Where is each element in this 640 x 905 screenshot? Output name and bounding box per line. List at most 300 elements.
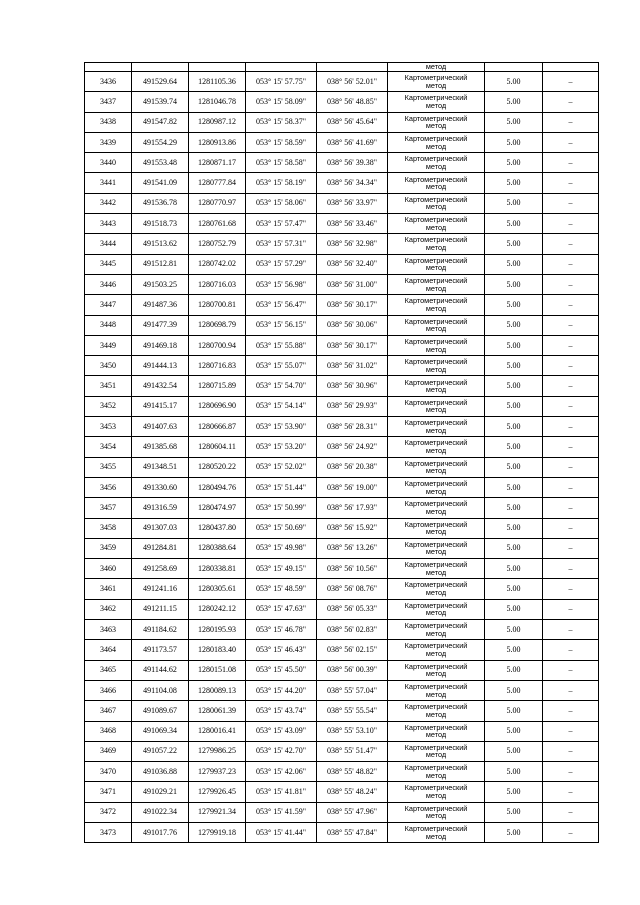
method-line-1: Картометрический — [404, 661, 468, 671]
cell-method — [388, 315, 485, 335]
cell-method — [388, 274, 485, 294]
method-line-2: метод — [425, 669, 447, 679]
cell-x: 491432.54 — [132, 376, 189, 396]
cell-point-number: 3472 — [85, 802, 132, 822]
table-row — [85, 437, 599, 457]
cell-x: 491184.62 — [132, 620, 189, 640]
cell-accuracy: 5.00 — [485, 132, 543, 152]
cell-x: 491057.22 — [132, 741, 189, 761]
method-line-1: Картометрический — [404, 742, 468, 752]
table-row — [85, 335, 599, 355]
cell-method — [388, 822, 485, 842]
cell-latitude: 053° 15' 50.69" — [246, 518, 317, 538]
method-line-2: метод — [425, 364, 447, 374]
cell-latitude: 053° 15' 41.81" — [246, 782, 317, 802]
table-row — [85, 680, 599, 700]
cell-latitude: 053° 15' 49.15" — [246, 559, 317, 579]
cell-dash: – — [543, 112, 599, 132]
table-row — [85, 417, 599, 437]
cell-x: 491017.76 — [132, 822, 189, 842]
cell-longitude: 038° 55' 51.47" — [317, 741, 388, 761]
table-row — [85, 457, 599, 477]
method-line-1: Картометрический — [404, 702, 468, 712]
table-row — [85, 295, 599, 315]
cell-method — [388, 295, 485, 315]
cell-x: 491029.21 — [132, 782, 189, 802]
cell-method — [388, 559, 485, 579]
cell-dash: – — [543, 477, 599, 497]
method-line-2: метод — [425, 425, 447, 435]
cell-longitude: 038° 56' 08.76" — [317, 579, 388, 599]
cell-longitude: 038° 56' 28.31" — [317, 417, 388, 437]
cell-dash: – — [543, 274, 599, 294]
cell-y: 1280016.41 — [189, 721, 246, 741]
cell-method — [388, 457, 485, 477]
cell-dash: – — [543, 376, 599, 396]
method-line-1: Картометрический — [404, 154, 468, 164]
cell-longitude: 038° 56' 10.56" — [317, 559, 388, 579]
cell-latitude: 053° 15' 44.20" — [246, 680, 317, 700]
cell-accuracy: 5.00 — [485, 538, 543, 558]
cell-dash: – — [543, 234, 599, 254]
table-row — [85, 538, 599, 558]
cell-dash: – — [543, 335, 599, 355]
cell-latitude: 053° 15' 54.70" — [246, 376, 317, 396]
method-line-1: Картометрический — [404, 73, 468, 83]
cell-dash: – — [543, 721, 599, 741]
cell-dash: – — [543, 193, 599, 213]
cell-point-number: 3453 — [85, 417, 132, 437]
method-line-2: метод — [425, 202, 447, 212]
cell-y: 1280752.79 — [189, 234, 246, 254]
cell-latitude: 053° 15' 50.99" — [246, 498, 317, 518]
cell-point-number: 3454 — [85, 437, 132, 457]
cell-x: 491541.09 — [132, 173, 189, 193]
cell-longitude: 038° 56' 45.64" — [317, 112, 388, 132]
cell-accuracy: 5.00 — [485, 234, 543, 254]
cell-longitude: 038° 56' 52.01" — [317, 72, 388, 92]
method-line-2: метод — [425, 608, 447, 618]
table-row — [85, 112, 599, 132]
method-line-2: метод — [425, 547, 447, 557]
table-row — [85, 802, 599, 822]
cell-x: 491444.13 — [132, 356, 189, 376]
table-row — [85, 660, 599, 680]
cell-x: 491407.63 — [132, 417, 189, 437]
table-row — [85, 599, 599, 619]
method-line-1: Картометрический — [404, 519, 468, 529]
cell-longitude: 038° 56' 17.93" — [317, 498, 388, 518]
cell-dash: – — [543, 356, 599, 376]
table-row — [85, 701, 599, 721]
cell-point-number: 3445 — [85, 254, 132, 274]
cell-longitude: 038° 55' 48.82" — [317, 762, 388, 782]
method-line-1: Картометрический — [404, 580, 468, 590]
method-line-2: метод — [425, 648, 447, 658]
cell-point-number: 3460 — [85, 559, 132, 579]
method-line-2: метод — [425, 588, 447, 598]
cell-y: 1280716.83 — [189, 356, 246, 376]
method-line-1: Картометрический — [404, 458, 468, 468]
table-row — [85, 274, 599, 294]
cell-accuracy: 5.00 — [485, 335, 543, 355]
cell-y: 1280520.22 — [189, 457, 246, 477]
method-line-1: Картометрический — [404, 215, 468, 225]
cell-y: 1280987.12 — [189, 112, 246, 132]
cell-latitude: 053° 15' 43.09" — [246, 721, 317, 741]
cell-x: 491518.73 — [132, 214, 189, 234]
cell-x: 491512.81 — [132, 254, 189, 274]
cell-x: 491330.60 — [132, 477, 189, 497]
method-line-1: Картометрический — [404, 194, 468, 204]
cell-x: 491036.88 — [132, 762, 189, 782]
cell-method — [388, 356, 485, 376]
cell-accuracy: 5.00 — [485, 599, 543, 619]
cell-x: 491385.68 — [132, 437, 189, 457]
cell-method — [388, 660, 485, 680]
cell-x: 491307.03 — [132, 518, 189, 538]
cell-latitude: 053° 15' 41.59" — [246, 802, 317, 822]
table-row — [85, 72, 599, 92]
cell-point-number: 3471 — [85, 782, 132, 802]
table-row — [85, 477, 599, 497]
table-row — [85, 376, 599, 396]
method-line-2: метод — [425, 750, 447, 760]
method-line-2: метод — [425, 263, 447, 273]
cell-accuracy: 5.00 — [485, 356, 543, 376]
cell-point-number: 3456 — [85, 477, 132, 497]
cell-accuracy: 5.00 — [485, 112, 543, 132]
cell-dash: – — [543, 457, 599, 477]
cell-y: 1280761.68 — [189, 214, 246, 234]
cell-longitude: 038° 56' 31.00" — [317, 274, 388, 294]
cell-point-number: 3461 — [85, 579, 132, 599]
cell-x: 491241.16 — [132, 579, 189, 599]
method-line-2: метод — [425, 445, 447, 455]
cell-y: 1280770.97 — [189, 193, 246, 213]
cell-accuracy: 5.00 — [485, 254, 543, 274]
cell-longitude: 038° 56' 00.39" — [317, 660, 388, 680]
cell-point-number: 3462 — [85, 599, 132, 619]
method-line-2: метод — [425, 811, 447, 821]
cell-point-number: 3449 — [85, 335, 132, 355]
cell-latitude: 053° 15' 45.50" — [246, 660, 317, 680]
cell-point-number: 3452 — [85, 396, 132, 416]
cell-dash: – — [543, 599, 599, 619]
table-row — [85, 173, 599, 193]
cell-y: 1280666.87 — [189, 417, 246, 437]
cell-longitude: 038° 56' 20.38" — [317, 457, 388, 477]
cell-accuracy: 5.00 — [485, 214, 543, 234]
cell-empty — [132, 63, 189, 72]
cell-latitude: 053° 15' 53.20" — [246, 437, 317, 457]
cell-accuracy: 5.00 — [485, 92, 543, 112]
cell-latitude: 053° 15' 58.19" — [246, 173, 317, 193]
cell-longitude: 038° 55' 57.04" — [317, 680, 388, 700]
cell-accuracy: 5.00 — [485, 193, 543, 213]
cell-method — [388, 254, 485, 274]
cell-longitude: 038° 56' 02.83" — [317, 620, 388, 640]
cell-x: 491539.74 — [132, 92, 189, 112]
coordinates-table — [84, 62, 599, 843]
method-line-1: Картометрический — [404, 763, 468, 773]
cell-x: 491415.17 — [132, 396, 189, 416]
cell-dash: – — [543, 396, 599, 416]
cell-dash: – — [543, 72, 599, 92]
cell-method — [388, 680, 485, 700]
cell-dash: – — [543, 214, 599, 234]
cell-method — [388, 112, 485, 132]
method-line-1: Картометрический — [404, 336, 468, 346]
cell-point-number: 3467 — [85, 701, 132, 721]
method-line-1: Картометрический — [404, 377, 468, 387]
cell-y: 1280388.64 — [189, 538, 246, 558]
cell-method — [388, 579, 485, 599]
table-row — [85, 193, 599, 213]
method-line-2: метод — [425, 121, 447, 131]
cell-latitude: 053° 15' 49.98" — [246, 538, 317, 558]
method-line-1: Картометрический — [404, 133, 468, 143]
cell-latitude: 053° 15' 47.63" — [246, 599, 317, 619]
table-row — [85, 254, 599, 274]
method-line-1: Картометрический — [404, 824, 468, 834]
table-row — [85, 721, 599, 741]
cell-method — [388, 234, 485, 254]
cell-x: 491022.34 — [132, 802, 189, 822]
method-line-2: метод — [425, 791, 447, 801]
cell-point-number: 3457 — [85, 498, 132, 518]
cell-dash: – — [543, 680, 599, 700]
method-line-2: метод — [425, 283, 447, 293]
cell-latitude: 053° 15' 58.09" — [246, 92, 317, 112]
cell-y: 1280604.11 — [189, 437, 246, 457]
method-line-1: Картометрический — [404, 397, 468, 407]
cell-longitude: 038° 56' 05.33" — [317, 599, 388, 619]
method-line-2: метод — [425, 770, 447, 780]
method-line-2: метод — [425, 100, 447, 110]
cell-y: 1279921.34 — [189, 802, 246, 822]
cell-method — [388, 437, 485, 457]
table-row — [85, 356, 599, 376]
cell-dash: – — [543, 559, 599, 579]
cell-x: 491513.62 — [132, 234, 189, 254]
cell-dash: – — [543, 498, 599, 518]
cell-dash: – — [543, 518, 599, 538]
cell-latitude: 053° 15' 42.70" — [246, 741, 317, 761]
cell-point-number: 3459 — [85, 538, 132, 558]
cell-accuracy: 5.00 — [485, 315, 543, 335]
cell-method — [388, 477, 485, 497]
cell-point-number: 3441 — [85, 173, 132, 193]
cell-accuracy: 5.00 — [485, 153, 543, 173]
cell-latitude: 053° 15' 53.90" — [246, 417, 317, 437]
cell-point-number: 3470 — [85, 762, 132, 782]
cell-method — [388, 132, 485, 152]
method-line-2: метод — [425, 182, 447, 192]
method-line-2: метод — [425, 303, 447, 313]
cell-y: 1280195.93 — [189, 620, 246, 640]
cell-y: 1279926.45 — [189, 782, 246, 802]
cell-accuracy: 5.00 — [485, 579, 543, 599]
cell-point-number: 3439 — [85, 132, 132, 152]
method-line-2: метод — [425, 831, 447, 841]
method-line-1: Картометрический — [404, 600, 468, 610]
cell-x: 491553.48 — [132, 153, 189, 173]
cell-longitude: 038° 56' 30.96" — [317, 376, 388, 396]
cell-longitude: 038° 55' 47.84" — [317, 822, 388, 842]
cell-latitude: 053° 15' 43.74" — [246, 701, 317, 721]
method-line-2: метод — [425, 506, 447, 516]
cell-point-number: 3469 — [85, 741, 132, 761]
cell-point-number: 3458 — [85, 518, 132, 538]
cell-latitude: 053° 15' 57.31" — [246, 234, 317, 254]
method-line-2: метод — [425, 730, 447, 740]
method-line-2: метод — [425, 466, 447, 476]
cell-accuracy: 5.00 — [485, 741, 543, 761]
cell-y: 1279937.23 — [189, 762, 246, 782]
cell-y: 1279919.18 — [189, 822, 246, 842]
cell-dash: – — [543, 92, 599, 112]
table-row — [85, 518, 599, 538]
cell-latitude: 053° 15' 54.14" — [246, 396, 317, 416]
cell-latitude: 053° 15' 57.29" — [246, 254, 317, 274]
cell-y: 1280242.12 — [189, 599, 246, 619]
method-line-1: Картометрический — [404, 681, 468, 691]
cell-accuracy: 5.00 — [485, 822, 543, 842]
cell-point-number: 3451 — [85, 376, 132, 396]
cell-dash: – — [543, 701, 599, 721]
cell-method — [388, 518, 485, 538]
method-line-1: Картометрический — [404, 357, 468, 367]
cell-longitude: 038° 56' 30.17" — [317, 335, 388, 355]
table-row — [85, 234, 599, 254]
cell-empty — [317, 63, 388, 72]
cell-latitude: 053° 15' 57.47" — [246, 214, 317, 234]
cell-accuracy: 5.00 — [485, 660, 543, 680]
cell-dash: – — [543, 822, 599, 842]
cell-latitude: 053° 15' 57.75" — [246, 72, 317, 92]
cell-longitude: 038° 56' 32.98" — [317, 234, 388, 254]
cell-y: 1280715.89 — [189, 376, 246, 396]
table-row — [85, 132, 599, 152]
cell-accuracy: 5.00 — [485, 72, 543, 92]
cell-accuracy: 5.00 — [485, 518, 543, 538]
cell-point-number: 3455 — [85, 457, 132, 477]
cell-longitude: 038° 55' 48.24" — [317, 782, 388, 802]
cell-x: 491487.36 — [132, 295, 189, 315]
cell-method — [388, 417, 485, 437]
cell-point-number: 3442 — [85, 193, 132, 213]
cell-longitude: 038° 56' 34.34" — [317, 173, 388, 193]
cell-x: 491211.15 — [132, 599, 189, 619]
cell-method — [388, 498, 485, 518]
cell-method — [388, 376, 485, 396]
cell-accuracy: 5.00 — [485, 295, 543, 315]
cell-longitude: 038° 56' 48.85" — [317, 92, 388, 112]
method-line-2: метод — [425, 709, 447, 719]
cell-accuracy: 5.00 — [485, 477, 543, 497]
table-row — [85, 579, 599, 599]
cell-longitude: 038° 56' 33.97" — [317, 193, 388, 213]
cell-method — [388, 538, 485, 558]
cell-latitude: 053° 15' 58.59" — [246, 132, 317, 152]
cell-latitude: 053° 15' 58.06" — [246, 193, 317, 213]
cell-method — [388, 72, 485, 92]
cell-x: 491547.82 — [132, 112, 189, 132]
cell-longitude: 038° 56' 02.15" — [317, 640, 388, 660]
method-line-1: Картометрический — [404, 418, 468, 428]
cell-accuracy: 5.00 — [485, 559, 543, 579]
cell-empty — [543, 63, 599, 72]
cell-accuracy: 5.00 — [485, 701, 543, 721]
cell-point-number: 3447 — [85, 295, 132, 315]
method-line-1: Картометрический — [404, 783, 468, 793]
cell-longitude: 038° 56' 39.38" — [317, 153, 388, 173]
cell-longitude: 038° 55' 55.54" — [317, 701, 388, 721]
cell-latitude: 053° 15' 46.78" — [246, 620, 317, 640]
cell-accuracy: 5.00 — [485, 802, 543, 822]
cell-latitude: 053° 15' 51.44" — [246, 477, 317, 497]
method-line-1: Картометрический — [404, 722, 468, 732]
cell-point-number: 3436 — [85, 72, 132, 92]
cell-method — [388, 620, 485, 640]
method-line-2: метод — [425, 161, 447, 171]
cell-y: 1280338.81 — [189, 559, 246, 579]
cell-y: 1280698.79 — [189, 315, 246, 335]
cell-point-number: 3468 — [85, 721, 132, 741]
cell-method — [388, 782, 485, 802]
cell-point-number: 3438 — [85, 112, 132, 132]
cell-longitude: 038° 56' 19.00" — [317, 477, 388, 497]
method-line-1: Картометрический — [404, 255, 468, 265]
cell-longitude: 038° 56' 32.40" — [317, 254, 388, 274]
cell-dash: – — [543, 254, 599, 274]
table-row — [85, 559, 599, 579]
cell-x: 491554.29 — [132, 132, 189, 152]
cell-accuracy: 5.00 — [485, 620, 543, 640]
cell-latitude: 053° 15' 48.59" — [246, 579, 317, 599]
cell-empty — [189, 63, 246, 72]
table-row — [85, 620, 599, 640]
coordinates-table-page — [84, 62, 598, 843]
cell-longitude: 038° 56' 24.92" — [317, 437, 388, 457]
cell-accuracy: 5.00 — [485, 721, 543, 741]
cell-accuracy: 5.00 — [485, 640, 543, 660]
cell-empty — [246, 63, 317, 72]
cell-latitude: 053° 15' 55.07" — [246, 356, 317, 376]
method-line-1: Картометрический — [404, 478, 468, 488]
method-line-1: Картометрический — [404, 641, 468, 651]
cell-method — [388, 214, 485, 234]
cell-x: 491469.18 — [132, 335, 189, 355]
method-line-1: Картометрический — [404, 235, 468, 245]
cell-dash: – — [543, 295, 599, 315]
cell-method — [388, 640, 485, 660]
cell-point-number: 3465 — [85, 660, 132, 680]
method-line-2: метод — [425, 222, 447, 232]
method-line-1: Картометрический — [404, 276, 468, 286]
cell-point-number: 3440 — [85, 153, 132, 173]
method-line-1: Картометрический — [404, 296, 468, 306]
cell-x: 491089.67 — [132, 701, 189, 721]
table-row — [85, 498, 599, 518]
cell-point-number: 3450 — [85, 356, 132, 376]
table-row — [85, 92, 599, 112]
cell-accuracy: 5.00 — [485, 417, 543, 437]
cell-y: 1280089.13 — [189, 680, 246, 700]
cell-latitude: 053° 15' 56.15" — [246, 315, 317, 335]
method-line-1: Картометрический — [404, 803, 468, 813]
